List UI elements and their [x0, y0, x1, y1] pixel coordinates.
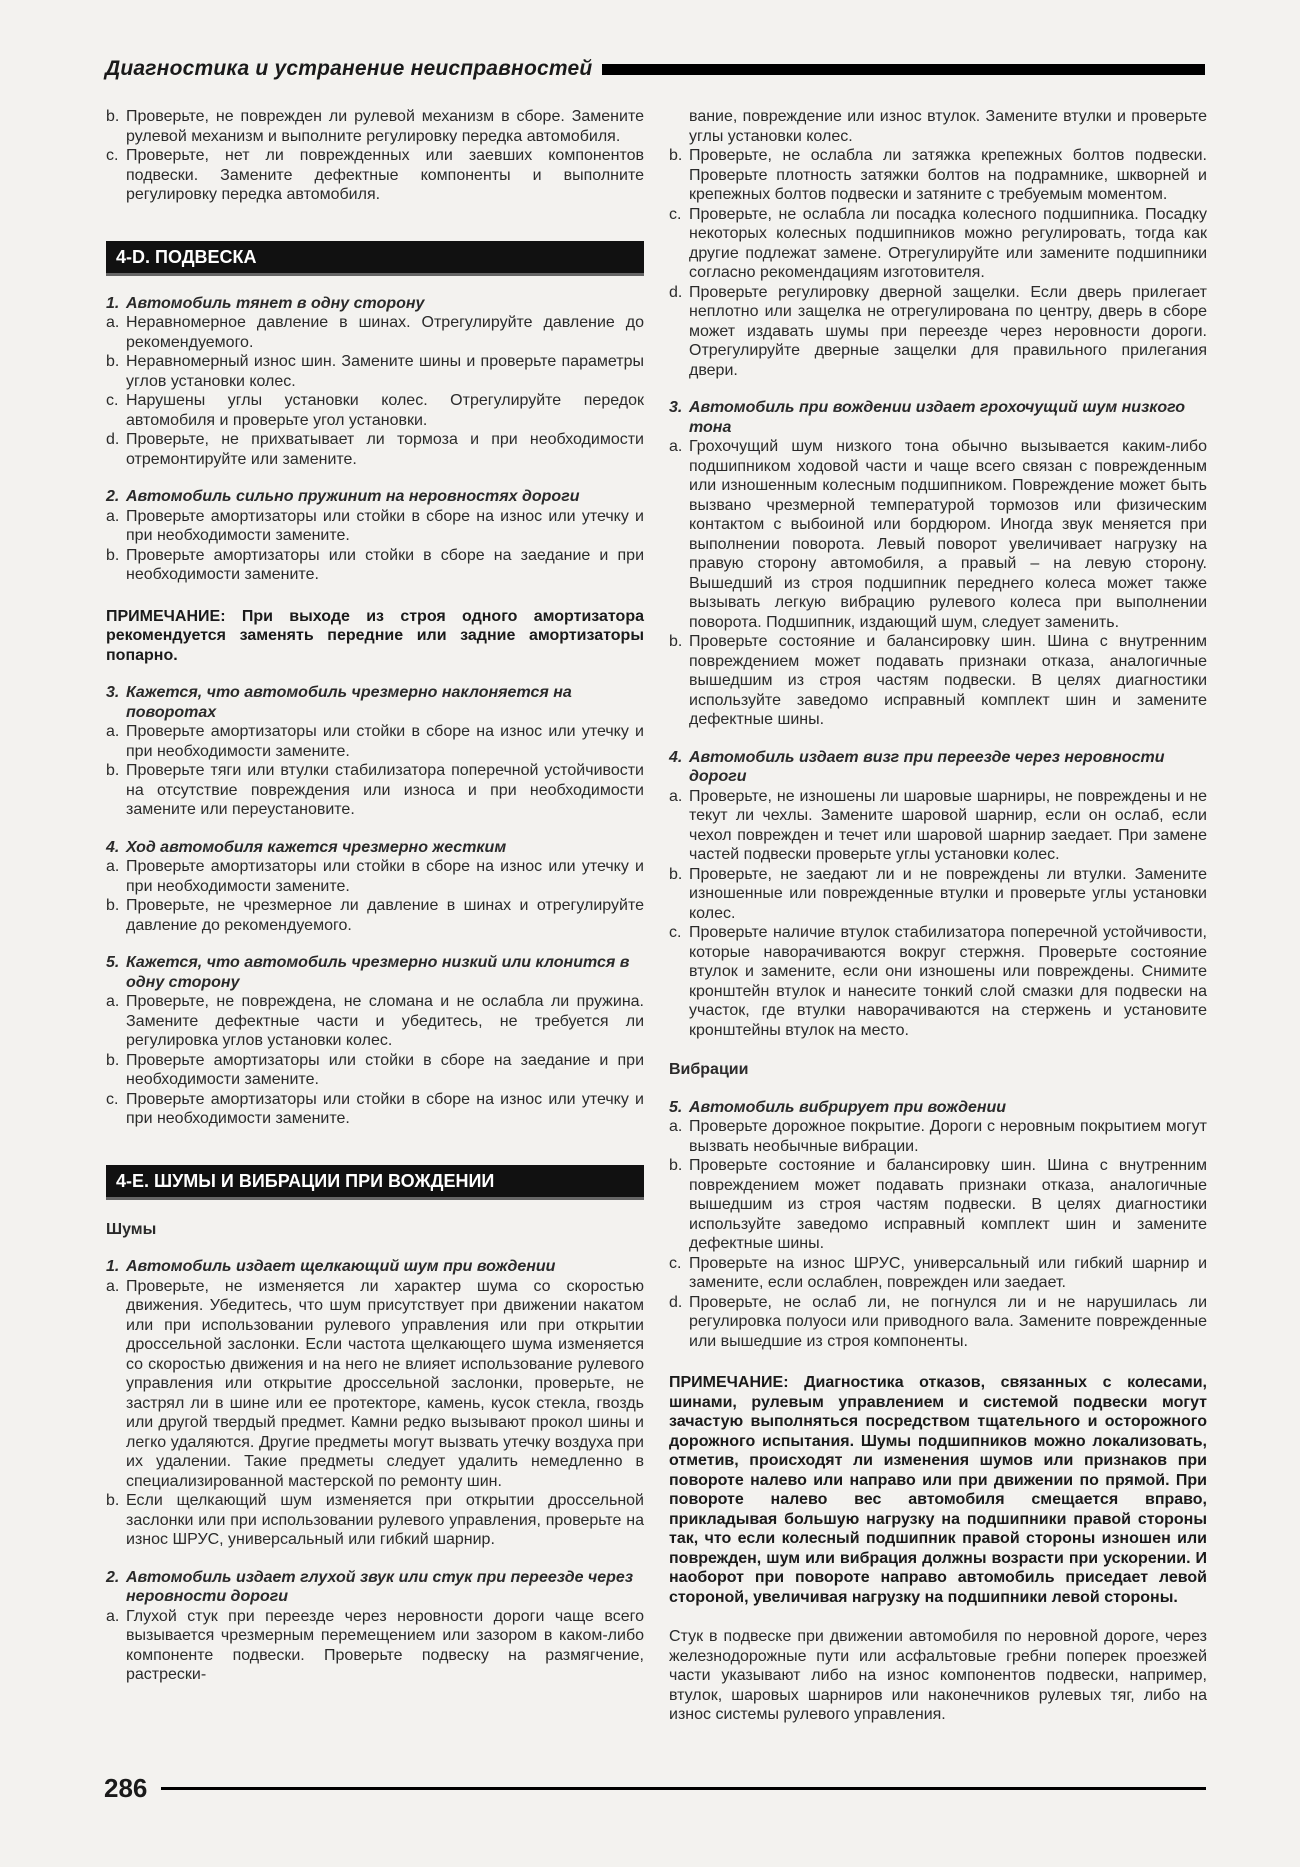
list-item	[669, 1156, 1207, 1254]
list-item	[106, 1277, 644, 1492]
continuation-paragraph	[669, 107, 1207, 146]
list-item	[669, 1117, 1207, 1156]
list-item	[669, 437, 1207, 632]
item-letter: a.	[106, 723, 120, 740]
item-letter: c.	[106, 147, 119, 164]
item-text: Проверьте на износ ШРУС, универсальный или гибкий шарнир и замените, если ослаблен, поврежден или заедает.	[689, 1254, 1207, 1291]
page-footer	[104, 1770, 1206, 1806]
list-item	[106, 391, 644, 430]
topic-number: 5.	[106, 954, 120, 971]
item-letter: b.	[106, 762, 120, 779]
chapter-title: Диагностика и устранение неисправностей	[105, 57, 593, 80]
list-item	[106, 146, 644, 205]
item-letter: d.	[106, 431, 120, 448]
topic-title: Автомобиль издает глухой звук или стук при переезде через неровности дороги	[126, 1568, 633, 1605]
right-column	[669, 107, 1207, 1725]
topic-heading	[106, 294, 644, 314]
item-letter: b.	[106, 897, 120, 914]
item-letter: a.	[106, 507, 120, 525]
item-letter: c.	[106, 392, 119, 409]
topic-title: Ход автомобиля кажется чрезмерно жестким	[126, 838, 507, 856]
list-item	[106, 107, 644, 146]
topic-title: Кажется, что автомобиль чрезмерно низкий или клонится в одну сторону	[126, 954, 630, 991]
list-item	[106, 546, 644, 585]
footer-rule	[161, 1787, 1206, 1790]
item-text: Проверьте амортизаторы или стойки в сборе на износ или утечку и при необходимости замените.	[126, 723, 644, 760]
list-item	[106, 1051, 644, 1090]
item-text: Проверьте состояние и балансировку шин. Шина с внутренним повреждением может подавать признаки отказа, аналогичные вышедшим из строя частям подвески. В целях диагностики используйте заведомо исправный комплект шин и замените дефектные шины.	[689, 633, 1207, 728]
item-text: Проверьте амортизаторы или стойки в сборе на заедание и при необходимости замените.	[126, 546, 644, 583]
item-text: Проверьте наличие втулок стабилизатора поперечной устойчивости, которые наворачиваются вокруг стержня. Проверьте состояние втулок и замените, если они изношены или повреждены. Снимите кронштейн втулок и нанесите тонкий слой смазки для подвески на участок, где втулки наворачиваются на стержень и установите кронштейны втулок на место.	[689, 924, 1207, 1039]
topic-heading	[106, 683, 644, 722]
topic-number: 3.	[106, 684, 120, 701]
item-text: вание, повреждение или износ втулок. Замените втулки и проверьте углы установки колес.	[689, 108, 1207, 145]
item-letter: d.	[669, 283, 683, 301]
item-text: Проверьте регулировку дверной защелки. Если дверь прилегает неплотно или защелка не отрегулирована по центру, дверь в сборе может издавать шумы при переезде через неровности дороги. Отрегулируйте дверные защелки для правильного прилегания двери.	[689, 283, 1207, 379]
list-item	[669, 283, 1207, 381]
item-text: Нарушены углы установки колес. Отрегулируйте передок автомобиля и проверьте угол установки.	[126, 392, 644, 429]
section-header-noise-vibration: 4-E. ШУМЫ И ВИБРАЦИИ ПРИ ВОЖДЕНИИ	[106, 1165, 644, 1200]
item-text: Грохочущий шум низкого тона обычно вызывается каким-либо подшипником ходовой части и чаще всего связан с поврежденным или изношенным колесным подшипником. Повреждение может быть вызвано чрезмерной температурой тормозов или физическим контактом с выбоиной или бордюром. Иногда звук меняется при выполнении поворота. Левый поворот увеличивает нагрузку на правую сторону автомобиля, а правый – на левую сторону. Вышедший из строя подшипник переднего колеса может также вызывать легкую вибрацию рулевого колеса при выполнении поворота. Подшипник, издающий шум, следует заменить.	[689, 438, 1207, 631]
header-rule	[602, 64, 1205, 75]
item-text: Проверьте амортизаторы или стойки в сборе на износ или утечку и при необходимости замените.	[126, 507, 644, 544]
item-letter: c.	[669, 924, 682, 941]
item-text: Если щелкающий шум изменяется при открытии дроссельной заслонки или при использовании рулевого управления, проверьте на износ ШРУС, универсальный или гибкий шарнир.	[126, 1492, 644, 1548]
topic-heading	[669, 748, 1207, 787]
item-text: Проверьте, не ослаб ли, не погнулся ли и не нарушилась ли регулировка полуоси или приводного вала. Замените поврежденные или вышедшие из строя компоненты.	[689, 1293, 1207, 1350]
group-title-vibration: Вибрации	[669, 1061, 749, 1078]
list-item	[106, 761, 644, 820]
item-letter: b.	[669, 147, 683, 164]
item-letter: d.	[669, 1293, 683, 1311]
list-item	[106, 896, 644, 935]
note-text: ПРИМЕЧАНИЕ: При выходе из строя одного амортизатора рекомендуется заменять передние или задние амортизаторы попарно.	[106, 607, 644, 664]
list-item	[106, 507, 644, 546]
item-letter: a.	[106, 1607, 120, 1625]
topic-title: Автомобиль вибрирует при вождении	[689, 1098, 1007, 1116]
item-letter: a.	[106, 1277, 120, 1295]
item-letter: a.	[106, 993, 120, 1010]
topic-heading	[106, 487, 644, 507]
topic-title: Автомобиль тянет в одну сторону	[126, 294, 425, 312]
list-item	[669, 632, 1207, 730]
list-item	[106, 722, 644, 761]
list-item	[669, 923, 1207, 1040]
item-text: Проверьте амортизаторы или стойки в сборе на заедание и при необходимости замените.	[126, 1051, 644, 1088]
list-item	[106, 352, 644, 391]
item-text: Проверьте, не поврежден ли рулевой механизм в сборе. Замените рулевой механизм и выполните регулировку передка автомобиля.	[126, 108, 644, 145]
topic-heading	[106, 1568, 644, 1607]
item-text: Проверьте, не изменяется ли характер шума со скоростью движения. Убедитесь, что шум присутствует при движении накатом или при использовании рулевого управления или при открытии дроссельной заслонки. Если частота щелкающего шума изменяется со скоростью движения и на него не влияет использование рулевого управления или открытие дроссельной заслонки, проверьте, не застрял ли в шине или ее протекторе, камень, кусок стекла, гвоздь или другой твердый предмет. Камни редко вызывают прокол шины и легко удаляются. Другие предметы могут вызвать утечку воздуха при их удалении. Такие предметы следует удалить немедленно в специализированной мастерской по ремонту шин.	[126, 1277, 644, 1490]
item-letter: a.	[669, 787, 683, 805]
item-letter: b.	[106, 546, 120, 564]
item-letter: b.	[669, 633, 683, 650]
list-item	[106, 1607, 644, 1685]
topic-heading	[106, 838, 644, 858]
item-text: Проверьте амортизаторы или стойки в сборе на износ или утечку и при необходимости замените.	[126, 858, 644, 895]
item-text: Проверьте, не повреждена, не сломана и не ослабла ли пружина. Замените дефектные части и убедитесь, не требуется ли регулировка углов установки колес.	[126, 993, 644, 1049]
item-text: Проверьте амортизаторы или стойки в сборе на износ или утечку и при необходимости замените.	[126, 1090, 644, 1127]
list-item	[106, 1491, 644, 1550]
list-item	[106, 857, 644, 896]
list-item	[669, 1254, 1207, 1293]
list-item	[669, 205, 1207, 283]
closing-paragraph: Стук в подвеске при движении автомобиля по неровной дороге, через железнодорожные пути или асфальтовые гребни поперек проезжей части указывают либо на износ компонентов подвески, например, втулок, шаровых шарниров или наконечников рулевых тяг, либо на износ системы рулевого управления.	[669, 1628, 1207, 1723]
topic-title: Автомобиль издает щелкающий шум при вождении	[126, 1258, 556, 1275]
list-item	[106, 1090, 644, 1129]
topic-title: Кажется, что автомобиль чрезмерно наклоняется на поворотах	[126, 684, 572, 721]
left-column	[106, 107, 644, 1685]
page-number: 286	[104, 1772, 148, 1803]
topic-number: 2.	[106, 488, 120, 505]
item-letter: a.	[669, 1118, 683, 1135]
item-text: Неравномерное давление в шинах. Отрегулируйте давление до рекомендуемого.	[126, 314, 644, 351]
list-item	[669, 865, 1207, 924]
topic-heading	[669, 1098, 1207, 1118]
topic-heading	[106, 1257, 644, 1277]
topic-number: 3.	[669, 399, 683, 416]
item-text: Проверьте, не прихватывает ли тормоза и при необходимости отремонтируйте или замените.	[126, 431, 644, 468]
item-letter: a.	[669, 438, 683, 455]
topic-heading	[106, 953, 644, 992]
item-letter: b.	[106, 1492, 120, 1509]
item-text: Проверьте, не ослабла ли посадка колесного подшипника. Посадку некоторых колесных подшипников можно регулировать, тогда как другие подлежат замене. Отрегулируйте или замените подшипники согласно рекомендациям изготовителя.	[689, 205, 1207, 281]
running-header	[105, 56, 1205, 82]
section-header-suspension: 4-D. ПОДВЕСКА	[106, 241, 644, 276]
item-letter: a.	[106, 314, 120, 331]
item-text: Проверьте тяги или втулки стабилизатора поперечной устойчивости на отсутствие повреждения или износа и при необходимости замените или переустановите.	[126, 762, 644, 818]
topic-title: Автомобиль при вождении издает грохочущий шум низкого тона	[689, 399, 1186, 436]
item-letter: c.	[669, 1254, 682, 1272]
item-letter: b.	[106, 1051, 120, 1069]
item-text: Проверьте, не заедают ли и не повреждены ли втулки. Замените изношенные или поврежденные втулки и проверьте углы установки колес.	[689, 865, 1207, 922]
item-letter-spacer	[669, 107, 689, 146]
item-letter: c.	[106, 1090, 119, 1108]
list-item	[669, 146, 1207, 205]
item-text: Проверьте состояние и балансировку шин. Шина с внутренним повреждением может подавать признаки отказа, аналогичные вышедшим из строя частям подвески. В целях диагностики используйте заведомо исправный комплект шин и замените дефектные шины.	[689, 1157, 1207, 1252]
item-letter: b.	[669, 865, 683, 883]
topic-title: Автомобиль сильно пружинит на неровностях дороги	[126, 488, 580, 505]
item-letter: c.	[669, 205, 682, 223]
topic-number: 1.	[106, 1258, 120, 1275]
note-text: ПРИМЕЧАНИЕ: Диагностика отказов, связанных с колесами, шинами, рулевым управлением и системой подвески могут зачастую выполняться посредством тщательного и осторожного дорожного испытания. Шумы подшипников можно локализовать, отметив, происходят ли изменения шумов или признаков при повороте налево или направо или при движении по прямой. При повороте налево вес автомобиля смещается вправо, прикладывая большую нагрузку на подшипники правой стороны так, что если колесный подшипник правой стороны изношен или поврежден, шум или вибрация должны возрасти при ускорении. И наоборот при повороте направо автомобиль приседает левой стороной, увеличивая нагрузку на подшипники левой стороны.	[669, 1374, 1207, 1606]
group-title-noise: Шумы	[106, 1220, 157, 1238]
topic-number: 5.	[669, 1098, 683, 1116]
list-item	[669, 1293, 1207, 1352]
item-text: Проверьте, не ослабла ли затяжка крепежных болтов подвески. Проверьте плотность затяжки болтов на подрамнике, шкворней и крепежных болтов подвески и затяните с требуемым моментом.	[689, 147, 1207, 203]
topic-number: 4.	[106, 838, 120, 856]
topic-number: 4.	[669, 748, 683, 766]
item-text: Проверьте дорожное покрытие. Дороги с неровным покрытием могут вызвать необычные вибрации.	[689, 1118, 1207, 1155]
list-item	[106, 992, 644, 1051]
topic-number: 2.	[106, 1568, 120, 1586]
list-item	[669, 787, 1207, 865]
item-letter: b.	[669, 1157, 683, 1174]
topic-number: 1.	[106, 294, 120, 312]
item-letter: b.	[106, 108, 120, 125]
list-item	[106, 313, 644, 352]
item-text: Проверьте, не изношены ли шаровые шарниры, не повреждены и не текут ли чехлы. Замените шаровой шарнир, если он ослаб, если чехол поврежден и течет или шаровой шарнир заедает. При замене частей подвески проверьте углы установки колес.	[689, 787, 1207, 863]
item-letter: a.	[106, 858, 120, 875]
item-text: Глухой стук при переезде через неровности дороги чаще всего вызывается чрезмерным перемещением или зазором в каком-либо компоненте подвески. Проверьте подвеску на размягчение, растрески-	[126, 1607, 644, 1683]
item-letter: b.	[106, 353, 120, 370]
list-item	[106, 430, 644, 469]
item-text: Неравномерный износ шин. Замените шины и проверьте параметры углов установки колес.	[126, 353, 644, 390]
topic-heading	[669, 398, 1207, 437]
topic-title: Автомобиль издает визг при переезде через неровности дороги	[689, 748, 1165, 785]
item-text: Проверьте, нет ли поврежденных или заевших компонентов подвески. Замените дефектные компоненты и выполните регулировку передка автомобиля.	[126, 147, 644, 203]
item-text: Проверьте, не чрезмерное ли давление в шинах и отрегулируйте давление до рекомендуемого.	[126, 897, 644, 934]
